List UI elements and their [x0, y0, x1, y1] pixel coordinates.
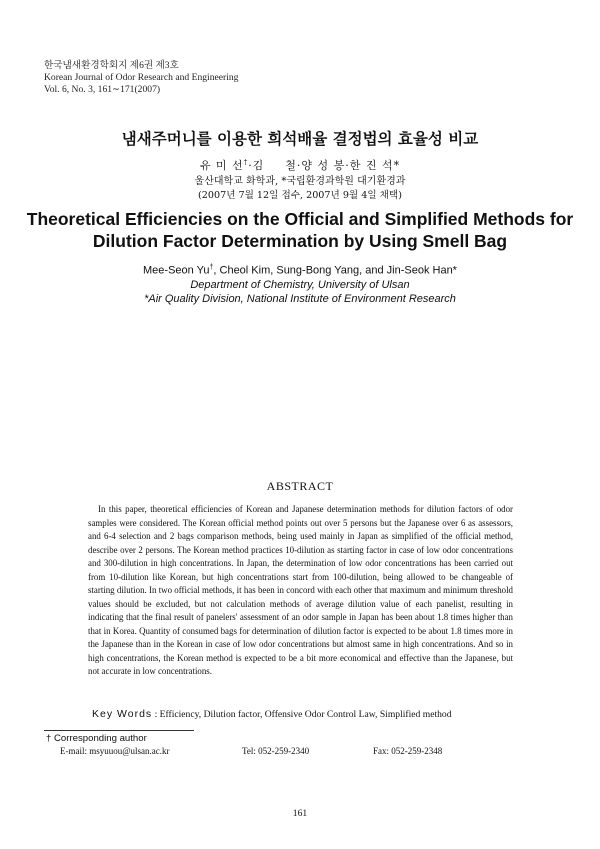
- page-number: 161: [292, 808, 308, 819]
- corresponding-mark: †: [243, 158, 249, 167]
- english-title-line2: Dilution Factor Determination by Using Smell Bag: [92, 231, 508, 251]
- contact-fax: Fax: 052-259-2348: [373, 746, 443, 756]
- abstract-heading: ABSTRACT: [266, 479, 334, 493]
- korean-title: 냄새주머니를 이용한 희석배율 결정법의 효율성 비교: [121, 130, 479, 148]
- journal-korean-name: 한국냄새환경학회지 제6권 제3호: [44, 60, 179, 71]
- korean-authors-rest: ·김 철·양 성 봉·한 진 석*: [248, 159, 401, 172]
- journal-english-name: Korean Journal of Odor Research and Engineering: [44, 72, 239, 83]
- keywords-label: Key Words: [92, 708, 153, 720]
- abstract-text: In this paper, theoretical efficiencies of Korean and Japanese determination methods for dilution factors of odor samples were considered. The Korean official method points out over 5 persons but the Japanese over 6 as assessors, and 6-4 selection and 2 bags comparison methods, being used mainly in Japan as simplified of the official method, describe over 2 persons. The Korean method practices 10-dilution as starting factor in case of low odor concentrations and 300-dilution in high concentrations. In Japan, the determination of low odor concentrations has been carried out from 10-dilution like Korean, but high concentrations start from 100-dilution, being allowed to be changeable of starting dilution. In two official methods, it has been in concord with each other that maximum and minimum threshold values should be excluded, but not calculation methods of average dilution value of each panelist, resulting in indicating that the final result of panelers' assessment of an odor sample in Japan has been about 1.8 times higher than that in Korea. Quantity of consumed bags for determination of dilution factor is expected to be about 1.8 times more in the Japanese than in the Korean in case of low odor concentrations but almost same in high concentrations. And so in high concentrations, the Korean method is expected to be a bit more economical and effective than the Japanese, but not accurate in low concentrations.: [88, 504, 513, 676]
- contact-tel: Tel: 052-259-2340: [242, 746, 310, 756]
- korean-affiliation: 울산대학교 화학과, *국립환경과학원 대기환경과: [194, 176, 406, 187]
- contact-email: E-mail: msyuuou@ulsan.ac.kr: [60, 746, 170, 756]
- footnote-divider: [44, 730, 194, 731]
- english-affiliation-2: *Air Quality Division, National Institute of Environment Research: [144, 293, 456, 305]
- english-authors: [0, 264, 600, 277]
- english-title: [0, 208, 600, 252]
- korean-authors: [0, 157, 600, 173]
- keywords: [92, 708, 532, 720]
- korean-author-first: 유 미 선: [199, 159, 244, 172]
- keywords-list: : Efficiency, Dilution factor, Offensive Odor Control Law, Simplified method: [152, 709, 452, 720]
- corresponding-author-label: † Corresponding author: [46, 733, 147, 744]
- english-corresponding-mark: †: [209, 264, 214, 271]
- journal-header: [44, 60, 238, 96]
- submission-dates: (2007년 7월 12일 접수, 2007년 9월 4일 채택): [198, 190, 402, 201]
- journal-volume: Vol. 6, No. 3, 161∼171(2007): [44, 84, 161, 95]
- english-affiliation-1: Department of Chemistry, University of Ulsan: [190, 279, 410, 291]
- english-authors-rest: , Cheol Kim, Sung-Bong Yang, and Jin-Seok Han*: [213, 264, 457, 277]
- english-title-line1: Theoretical Efficiencies on the Official and Simplified Methods for: [26, 209, 574, 229]
- english-author-first: Mee-Seon Yu: [143, 264, 210, 277]
